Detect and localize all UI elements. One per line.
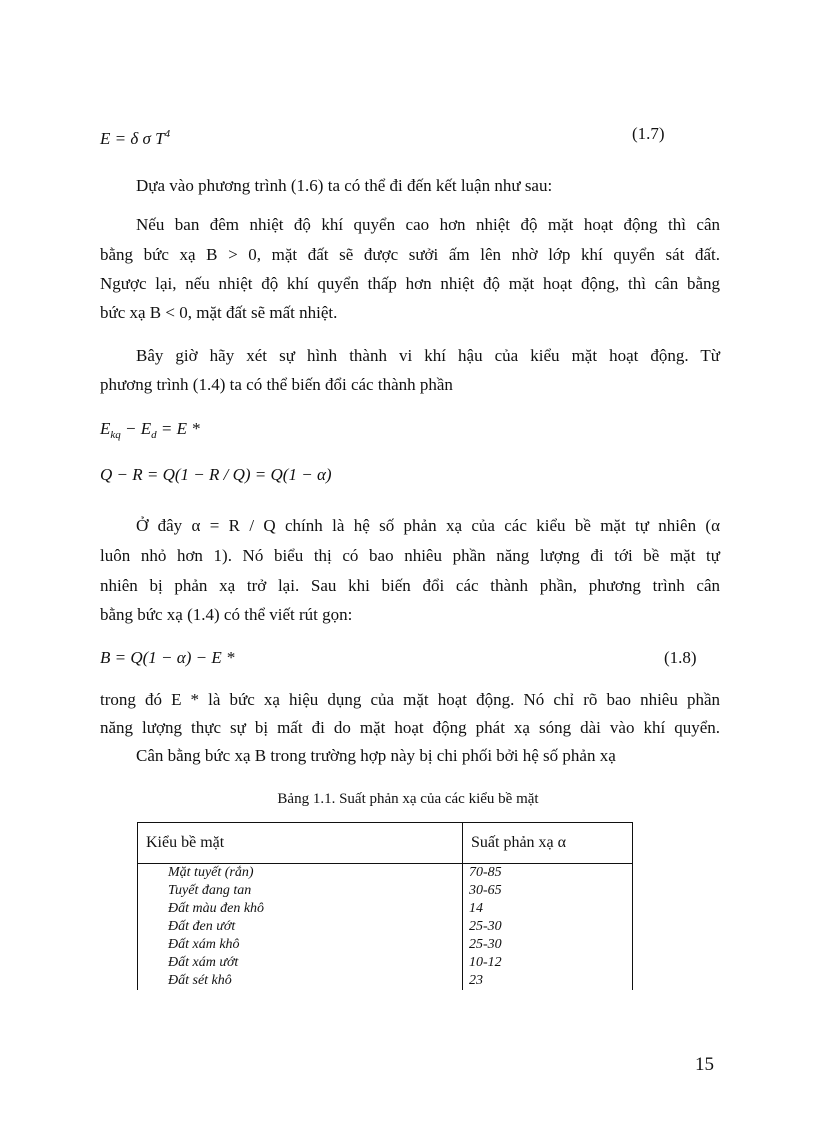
- page-number: 15: [695, 1054, 714, 1075]
- paragraph-line: trong đó E * là bức xạ hiệu dụng của mặt hoạt động. Nó chỉ rõ bao nhiêu phần: [100, 690, 720, 709]
- paragraph-line: Nếu ban đêm nhiệt độ khí quyển cao hơn nhiệt độ mặt hoạt động thì cân: [136, 215, 720, 234]
- equation-q-r: Q − R = Q(1 − R / Q) = Q(1 − α): [100, 465, 332, 484]
- paragraph-line: bằng bức xạ B > 0, mặt đất sẽ được sưởi ấm lên nhờ lớp khí quyển sát đất.: [100, 245, 720, 264]
- table-caption: Bảng 1.1. Suất phản xạ của các kiểu bề mặt: [277, 791, 539, 807]
- table-row: [138, 972, 633, 990]
- paragraph-line: bức xạ B < 0, mặt đất sẽ mất nhiệt.: [100, 303, 338, 322]
- surface-type-cell: Đất sét khô: [138, 972, 463, 990]
- paragraph-line: Ngược lại, nếu nhiệt độ khí quyển thấp hơn nhiệt độ mặt hoạt động, thì cân bằng: [100, 274, 720, 293]
- table-header-row: [138, 823, 633, 864]
- table-row: [138, 882, 633, 900]
- surface-type-cell: Đất đen ướt: [138, 918, 463, 936]
- paragraph-line: Cân bằng bức xạ B trong trường hợp này bị chi phối bởi hệ số phản xạ: [136, 746, 616, 765]
- paragraph-line: Dựa vào phương trình (1.6) ta có thể đi đến kết luận như sau:: [136, 176, 553, 195]
- table-row: [138, 864, 633, 883]
- surface-type-cell: Mặt tuyết (rắn): [138, 864, 463, 883]
- surface-type-cell: Tuyết đang tan: [138, 882, 463, 900]
- albedo-cell: 25-30: [463, 918, 633, 936]
- table-row: [138, 954, 633, 972]
- equation-number: (1.7): [632, 124, 665, 143]
- equation-lhs: E = δ σ T: [100, 129, 165, 148]
- paragraph-line: luôn nhỏ hơn 1). Nó biểu thị có bao nhiêu phần năng lượng đi tới bề mặt tự: [100, 546, 720, 565]
- column-header: Suất phản xạ α: [463, 823, 633, 864]
- albedo-cell: 10-12: [463, 954, 633, 972]
- table-row: [138, 900, 633, 918]
- table-row: [138, 918, 633, 936]
- equation-1-7: [100, 123, 720, 150]
- albedo-cell: 25-30: [463, 936, 633, 954]
- paragraph-line: nhiên bị phản xạ trở lại. Sau khi biến đổi các thành phần, phương trình cân: [100, 576, 720, 595]
- albedo-cell: 14: [463, 900, 633, 918]
- column-header: Kiểu bề mặt: [138, 823, 463, 864]
- surface-type-cell: Đất xám khô: [138, 936, 463, 954]
- albedo-cell: 30-65: [463, 882, 633, 900]
- paragraph-line: năng lượng thực sự bị mất đi do mặt hoạt động phát xạ sóng dài vào khí quyển.: [100, 718, 720, 737]
- table-row: [138, 936, 633, 954]
- paragraph-line: bằng bức xạ (1.4) có thể viết rút gọn:: [100, 605, 353, 624]
- albedo-cell: 70-85: [463, 864, 633, 883]
- albedo-table: [137, 822, 633, 990]
- surface-type-cell: Đất xám ướt: [138, 954, 463, 972]
- equation-number: (1.8): [664, 648, 697, 667]
- equation-1-8: B = Q(1 − α) − E *: [100, 648, 235, 667]
- equation-ekq: $E_{kq} - E_d = E$ *: [100, 419, 200, 441]
- surface-type-cell: Đất màu đen khô: [138, 900, 463, 918]
- exponent: 4: [164, 128, 171, 140]
- paragraph-line: phương trình (1.4) ta có thể biến đổi các thành phần: [100, 375, 453, 394]
- paragraph-line: Ở đây α = R / Q chính là hệ số phản xạ của các kiểu bề mặt tự nhiên (α: [136, 516, 720, 535]
- albedo-cell: 23: [463, 972, 633, 990]
- paragraph-line: Bây giờ hãy xét sự hình thành vi khí hậu của kiểu mặt hoạt động. Từ: [136, 346, 720, 365]
